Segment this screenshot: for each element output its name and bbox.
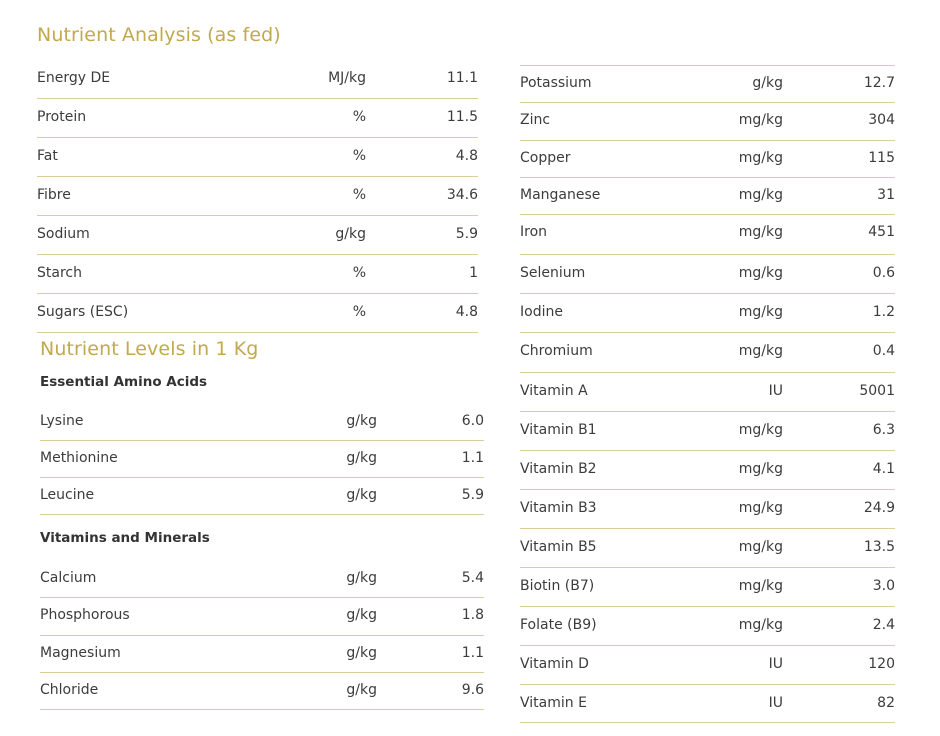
row-divider (520, 450, 895, 451)
nutrient-value: 24.9 (863, 500, 895, 516)
nutrient-name: Leucine (40, 487, 95, 503)
nutrient-unit: mg/kg (738, 150, 783, 166)
nutrient-name: Vitamin B3 (520, 500, 597, 516)
nutrient-value: 2.4 (872, 617, 895, 633)
row-divider (37, 176, 478, 177)
nutrient-value: 1.2 (872, 304, 895, 320)
row-divider (37, 98, 478, 99)
nutrient-row (520, 383, 895, 403)
nutrient-unit: mg/kg (738, 343, 783, 359)
nutrient-row (520, 617, 895, 637)
nutrient-row (37, 70, 478, 90)
nutrient-unit: g/kg (346, 682, 377, 698)
nutrient-row (40, 607, 484, 627)
nutrient-row (37, 265, 478, 285)
nutrient-name: Vitamin A (520, 383, 588, 399)
row-divider (40, 597, 484, 598)
nutrient-value: 451 (868, 224, 895, 240)
nutrient-unit: IU (768, 656, 783, 672)
nutrient-unit: mg/kg (738, 461, 783, 477)
nutrient-value: 0.6 (872, 265, 895, 281)
nutrient-row (520, 112, 895, 132)
nutrient-row (40, 645, 484, 665)
nutrient-value: 6.3 (872, 422, 895, 438)
nutrient-row (520, 343, 895, 363)
nutrient-row (40, 487, 484, 507)
nutrient-unit: mg/kg (738, 422, 783, 438)
row-divider (37, 137, 478, 138)
nutrient-name: Vitamin B1 (520, 422, 597, 438)
row-divider (40, 709, 484, 710)
nutrient-name: Vitamin B2 (520, 461, 597, 477)
row-divider (520, 528, 895, 529)
nutrient-value: 82 (877, 695, 895, 711)
nutrient-value: 1 (469, 265, 478, 281)
nutrient-value: 1.8 (461, 607, 484, 623)
row-divider (520, 293, 895, 294)
nutrient-name: Vitamin D (520, 656, 589, 672)
nutrient-row (37, 226, 478, 246)
nutrient-unit: mg/kg (738, 578, 783, 594)
nutrient-name: Protein (37, 109, 87, 125)
nutrient-value: 4.1 (872, 461, 895, 477)
nutrient-value: 115 (868, 150, 895, 166)
nutrient-row (40, 682, 484, 702)
row-divider (520, 606, 895, 607)
nutrient-value: 31 (877, 187, 895, 203)
nutrient-value: 12.7 (863, 75, 895, 91)
nutrient-value: 5001 (859, 383, 895, 399)
row-divider (520, 332, 895, 333)
nutrient-value: 5.9 (455, 226, 478, 242)
nutrient-name: Calcium (40, 570, 97, 586)
row-divider (40, 672, 484, 673)
nutrient-name: Lysine (40, 413, 84, 429)
nutrient-row (520, 539, 895, 559)
nutrient-unit: mg/kg (738, 112, 783, 128)
nutrient-name: Vitamin B5 (520, 539, 597, 555)
nutrient-value: 4.8 (455, 304, 478, 320)
row-divider (520, 489, 895, 490)
nutrient-name: Vitamin E (520, 695, 587, 711)
nutrient-name: Phosphorous (40, 607, 130, 623)
nutrient-row (37, 187, 478, 207)
nutrient-row (520, 695, 895, 715)
nutrient-row (520, 304, 895, 324)
nutrient-unit: % (352, 187, 366, 203)
nutrient-row (520, 461, 895, 481)
nutrient-name: Potassium (520, 75, 592, 91)
nutrient-value: 1.1 (461, 450, 484, 466)
nutrient-unit: IU (768, 383, 783, 399)
row-divider (520, 254, 895, 255)
nutrient-row (520, 187, 895, 207)
row-divider (520, 411, 895, 412)
nutrient-unit: g/kg (346, 450, 377, 466)
nutrient-name: Iron (520, 224, 548, 240)
row-divider (40, 635, 484, 636)
row-divider (520, 140, 895, 141)
nutrient-row (40, 570, 484, 590)
nutrient-unit: g/kg (346, 570, 377, 586)
nutrient-value: 11.1 (446, 70, 478, 86)
nutrient-name: Copper (520, 150, 571, 166)
nutrient-row (520, 656, 895, 676)
nutrient-name: Sodium (37, 226, 90, 242)
nutrient-unit: g/kg (346, 607, 377, 623)
nutrient-row (520, 500, 895, 520)
row-divider (40, 477, 484, 478)
nutrient-name: Energy DE (37, 70, 111, 86)
row-divider (520, 684, 895, 685)
nutrient-unit: mg/kg (738, 617, 783, 633)
amino-acids-heading: Essential Amino Acids (40, 374, 208, 390)
table-top-rule (520, 65, 895, 66)
row-divider (520, 372, 895, 373)
nutrient-value: 5.9 (461, 487, 484, 503)
nutrient-name: Selenium (520, 265, 586, 281)
row-divider (37, 293, 478, 294)
nutrient-value: 3.0 (872, 578, 895, 594)
nutrient-unit: mg/kg (738, 187, 783, 203)
nutrient-row (520, 150, 895, 170)
row-divider (520, 102, 895, 103)
nutrient-unit: % (352, 304, 366, 320)
nutrient-name: Starch (37, 265, 82, 281)
row-divider (520, 177, 895, 178)
nutrient-value: 304 (868, 112, 895, 128)
nutrient-value: 1.1 (461, 645, 484, 661)
vitamins-minerals-heading: Vitamins and Minerals (40, 530, 210, 546)
nutrient-value: 9.6 (461, 682, 484, 698)
nutrient-name: Methionine (40, 450, 118, 466)
nutrient-row (520, 422, 895, 442)
row-divider (520, 645, 895, 646)
nutrient-row (40, 450, 484, 470)
nutrient-name: Biotin (B7) (520, 578, 595, 594)
nutrient-unit: mg/kg (738, 500, 783, 516)
row-divider (520, 722, 895, 723)
nutrient-value: 5.4 (461, 570, 484, 586)
nutrient-name: Folate (B9) (520, 617, 597, 633)
nutrient-name: Chloride (40, 682, 99, 698)
nutrient-row (520, 265, 895, 285)
row-divider (520, 214, 895, 215)
nutrient-value: 120 (868, 656, 895, 672)
nutrient-unit: g/kg (346, 645, 377, 661)
nutrient-row (520, 224, 895, 244)
nutrient-unit: g/kg (346, 487, 377, 503)
nutrient-unit: mg/kg (738, 265, 783, 281)
nutrient-value: 4.8 (455, 148, 478, 164)
row-divider (37, 254, 478, 255)
nutrient-unit: g/kg (346, 413, 377, 429)
row-divider (37, 332, 478, 333)
nutrient-name: Manganese (520, 187, 601, 203)
nutrient-name: Magnesium (40, 645, 121, 661)
nutrient-unit: IU (768, 695, 783, 711)
nutrient-name: Iodine (520, 304, 563, 320)
nutrient-row (37, 148, 478, 168)
nutrient-name: Fibre (37, 187, 71, 203)
nutrient-name: Zinc (520, 112, 551, 128)
nutrient-unit: mg/kg (738, 304, 783, 320)
nutrient-row (520, 578, 895, 598)
analysis-title: Nutrient Analysis (as fed) (37, 24, 281, 46)
nutrient-unit: MJ/kg (328, 70, 366, 86)
nutrient-unit: % (352, 148, 366, 164)
nutrient-row (37, 109, 478, 129)
nutrient-unit: % (352, 109, 366, 125)
nutrient-unit: g/kg (752, 75, 783, 91)
row-divider (520, 567, 895, 568)
nutrient-row (520, 75, 895, 95)
nutrient-unit: mg/kg (738, 539, 783, 555)
nutrient-name: Chromium (520, 343, 593, 359)
nutrient-value: 0.4 (872, 343, 895, 359)
nutrient-value: 11.5 (446, 109, 478, 125)
nutrient-value: 6.0 (461, 413, 484, 429)
nutrient-value: 13.5 (863, 539, 895, 555)
nutrient-name: Sugars (ESC) (37, 304, 129, 320)
nutrient-unit: g/kg (335, 226, 366, 242)
nutrient-unit: mg/kg (738, 224, 783, 240)
nutrient-row (40, 413, 484, 433)
row-divider (37, 215, 478, 216)
row-divider (40, 514, 484, 515)
nutrient-row (37, 304, 478, 324)
nutrient-value: 34.6 (446, 187, 478, 203)
nutrient-unit: % (352, 265, 366, 281)
levels-title: Nutrient Levels in 1 Kg (40, 338, 259, 360)
row-divider (40, 440, 484, 441)
nutrient-name: Fat (37, 148, 58, 164)
